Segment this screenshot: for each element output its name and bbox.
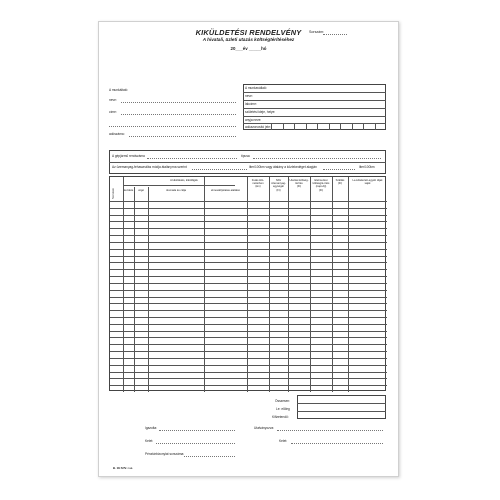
verified-label: Igazolta: bbox=[145, 426, 158, 430]
serial-number-label: Sorszám: bbox=[309, 30, 325, 34]
per100-unit: liter/100km bbox=[359, 165, 375, 169]
date-right-label: Kelet: bbox=[279, 439, 288, 443]
table-row bbox=[110, 242, 387, 243]
employer-heading: A munkáltató bbox=[109, 88, 128, 92]
verified-field[interactable] bbox=[159, 430, 235, 431]
table-row bbox=[110, 331, 387, 332]
table-row bbox=[110, 317, 387, 318]
column-header: Utazási költség-térítés (Ft) bbox=[289, 179, 309, 189]
table-row bbox=[110, 310, 387, 311]
cash-voucher-label: Pénztárbizonylat sorszáma: bbox=[145, 452, 185, 456]
column-header: Le-kötelezett-egyéb díjak saját bbox=[352, 179, 383, 186]
employee-divider bbox=[243, 92, 386, 93]
employee-divider bbox=[243, 108, 386, 109]
table-row bbox=[110, 283, 387, 284]
employer-address-line2[interactable] bbox=[109, 126, 236, 127]
employee-mother-label: anyja neve: bbox=[245, 118, 262, 122]
payable-label: Kifizetendő: bbox=[272, 415, 289, 419]
table-column-line bbox=[332, 177, 333, 392]
table-row bbox=[110, 365, 387, 366]
form-code: B. 18-72/V. r.sz. bbox=[113, 466, 134, 470]
employee-birth-label: születési ideje, helye: bbox=[245, 110, 276, 114]
advance-label: Le: előleg bbox=[276, 407, 290, 411]
col-group-header: A kiküldetés, kiküldtgék bbox=[170, 179, 198, 182]
table-column-line bbox=[310, 177, 311, 392]
vehicle-plate-label: A gépjármű rendszáma bbox=[112, 154, 145, 158]
employer-tax-field[interactable] bbox=[129, 136, 236, 137]
table-row bbox=[110, 215, 387, 216]
table-column-line bbox=[348, 177, 349, 392]
table-row bbox=[110, 358, 387, 359]
vehicle-plate-field[interactable] bbox=[147, 158, 237, 159]
expense-table bbox=[109, 176, 386, 391]
employer-name-field[interactable] bbox=[121, 102, 236, 103]
employee-divider bbox=[243, 116, 386, 117]
column-header: végé bbox=[138, 189, 144, 192]
vehicle-divider bbox=[109, 162, 386, 163]
employer-tax-label: adószáma: bbox=[109, 132, 125, 136]
fuel-method-label: Az üzemanyag-fehasználás módja átalányrna szerint bbox=[112, 165, 187, 169]
table-column-line bbox=[247, 177, 248, 392]
employer-address-label: címe: bbox=[109, 110, 117, 114]
table-row bbox=[110, 228, 387, 229]
employee-name-label: neve: bbox=[245, 94, 253, 98]
table-row bbox=[110, 385, 387, 386]
table-row bbox=[110, 351, 387, 352]
table-row bbox=[110, 344, 387, 345]
table-row bbox=[110, 249, 387, 250]
per100-field[interactable] bbox=[323, 169, 355, 170]
date-line: 20___év _____hó bbox=[230, 46, 267, 51]
column-header: NAV üzemanyag-egységár (Ft) bbox=[271, 179, 286, 192]
table-header-line bbox=[110, 201, 387, 202]
col-header-serial: Sorszám bbox=[111, 187, 115, 199]
date-right-field[interactable] bbox=[291, 443, 383, 444]
table-row bbox=[110, 269, 387, 270]
fuel-method-field[interactable] bbox=[192, 169, 247, 170]
employee-taxid-label: adóazonosító jele: bbox=[245, 125, 271, 129]
employer-name-label: neve: bbox=[109, 98, 117, 102]
vehicle-type-field[interactable] bbox=[253, 158, 381, 159]
column-header: Szállás (Ft) bbox=[335, 179, 345, 186]
employee-heading: A munkavállaló bbox=[245, 86, 267, 90]
table-row bbox=[110, 378, 387, 379]
column-header: kezdete bbox=[123, 189, 134, 192]
authorized-label: Utalványozva: bbox=[254, 426, 275, 430]
column-header: Elelmezési költségté-rités (napi-díj) (Ft) bbox=[312, 179, 330, 192]
form-title: KIKÜLDETÉSI RENDELVÉNY bbox=[195, 28, 302, 37]
table-column-line bbox=[204, 177, 205, 392]
employee-divider bbox=[243, 100, 386, 101]
table-row bbox=[110, 221, 387, 222]
table-row bbox=[110, 262, 387, 263]
per100-label: liter/100km vagy átalány a közlekedéget alapján bbox=[249, 165, 317, 169]
form-sheet bbox=[98, 21, 399, 477]
column-header: útvonala és célja bbox=[165, 189, 187, 192]
table-row bbox=[110, 303, 387, 304]
table-row bbox=[110, 208, 387, 209]
totals-divider bbox=[297, 411, 386, 412]
group-header-underline bbox=[123, 185, 235, 186]
column-header: Futás kilo-méterben (km) bbox=[251, 179, 265, 189]
table-row bbox=[110, 372, 387, 373]
table-row bbox=[110, 324, 387, 325]
vehicle-type-label: típusa bbox=[241, 154, 250, 158]
table-row bbox=[110, 276, 387, 277]
employer-address-field[interactable] bbox=[121, 114, 236, 115]
table-row bbox=[110, 337, 387, 338]
table-column-line bbox=[288, 177, 289, 392]
total-label: Összesen: bbox=[275, 399, 291, 403]
cash-voucher-field[interactable] bbox=[184, 456, 235, 457]
table-row bbox=[110, 290, 387, 291]
authorized-field[interactable] bbox=[277, 430, 383, 431]
date-left-field[interactable] bbox=[156, 443, 235, 444]
serial-number-field[interactable] bbox=[323, 34, 347, 35]
table-row bbox=[110, 235, 387, 236]
column-header: elmevalt/járatas ataltású bbox=[211, 189, 240, 192]
employee-address-label: lakcíme: bbox=[245, 102, 257, 106]
totals-divider bbox=[297, 403, 386, 404]
taxid-digit-boxes[interactable] bbox=[271, 123, 386, 130]
table-row bbox=[110, 297, 387, 298]
form-subtitle: A hivatali, üzleti utazás költségtérítéséhez bbox=[202, 37, 295, 42]
date-left-label: Kelet: bbox=[145, 439, 154, 443]
table-row bbox=[110, 256, 387, 257]
totals-box[interactable] bbox=[297, 395, 386, 419]
table-column-line bbox=[123, 177, 124, 392]
table-column-line bbox=[269, 177, 270, 392]
